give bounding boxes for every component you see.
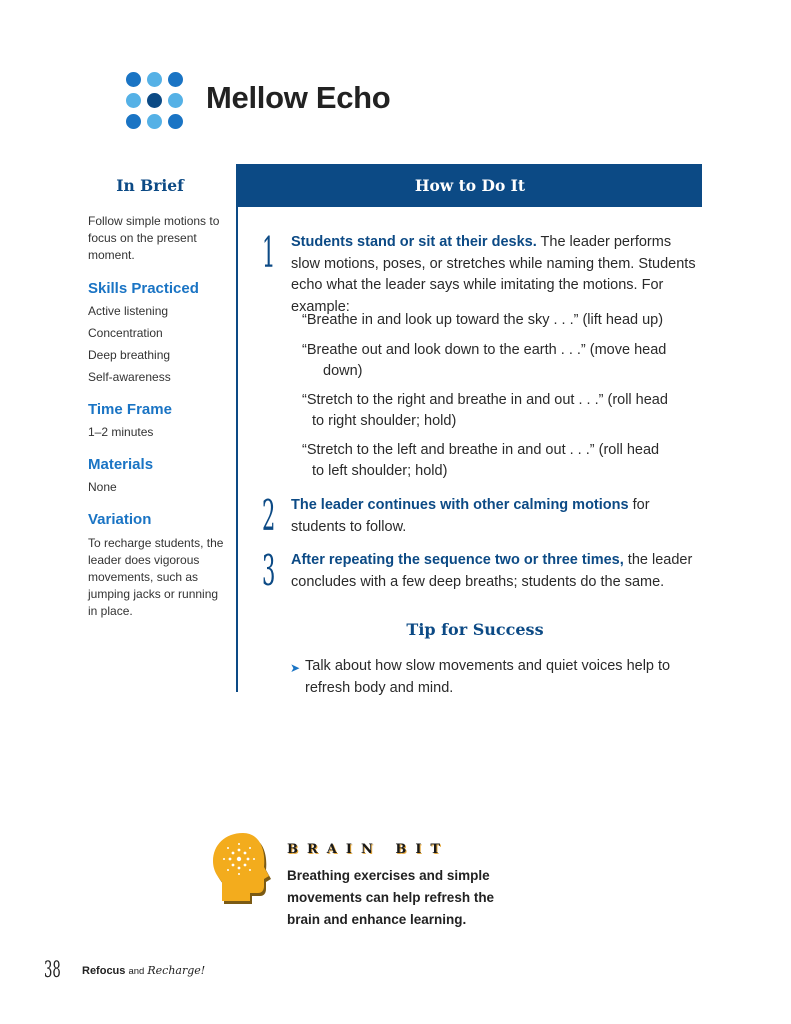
step-lead: After repeating the sequence two or three times, bbox=[291, 552, 624, 568]
time-frame-heading: Time Frame bbox=[88, 401, 172, 418]
arrow-bullet-icon: ➤ bbox=[290, 661, 301, 675]
book-title-part2: Recharge! bbox=[147, 964, 206, 977]
skill-item: Deep breathing bbox=[88, 348, 171, 362]
tip-text: Talk about how slow movements and quiet voices help to refresh body and mind. bbox=[305, 658, 671, 696]
skill-item: Self-awareness bbox=[88, 370, 171, 384]
title-dots-icon bbox=[126, 72, 184, 130]
materials-value: None bbox=[88, 480, 117, 494]
how-to-header bbox=[238, 164, 702, 207]
step-text bbox=[291, 232, 702, 318]
example-line: down) bbox=[323, 363, 363, 379]
in-brief-text: Follow simple motions to focus on the present moment. bbox=[88, 214, 220, 262]
brain-bit-text: Breathing exercises and simple movements can help refresh the brain and enhance learning. bbox=[287, 868, 495, 927]
brain-head-icon bbox=[210, 831, 272, 905]
step-body: the leader concludes with a few deep breaths; students do the same. bbox=[291, 552, 693, 590]
step-3 bbox=[262, 546, 702, 595]
example-4 bbox=[302, 440, 702, 482]
how-to-heading: How to Do It bbox=[414, 176, 526, 195]
variation-text: To recharge students, the leader does vigorous movements, such as jumping jacks or running in place. bbox=[88, 536, 224, 618]
step-text bbox=[291, 550, 702, 593]
skills-heading: Skills Practiced bbox=[88, 280, 199, 297]
skill-item: Active listening bbox=[88, 304, 169, 318]
example-line: “Breathe in and look up toward the sky . . .” (lift head up) bbox=[302, 312, 664, 328]
example-1 bbox=[302, 310, 702, 331]
skill-item: Concentration bbox=[88, 326, 163, 340]
tip-item bbox=[290, 655, 700, 699]
step-number: 1 bbox=[262, 228, 276, 277]
example-3 bbox=[302, 390, 702, 432]
example-line: to right shoulder; hold) bbox=[312, 413, 457, 429]
step-lead: The leader continues with other calming motions bbox=[291, 497, 629, 513]
example-line: “Stretch to the right and breathe in and out . . .” (roll head bbox=[302, 392, 668, 408]
step-number: 2 bbox=[262, 491, 276, 540]
time-frame-value: 1–2 minutes bbox=[88, 425, 154, 439]
variation-heading: Variation bbox=[88, 511, 152, 528]
page-title: Mellow Echo bbox=[206, 80, 391, 115]
example-line: to left shoulder; hold) bbox=[312, 463, 448, 479]
book-title-and: and bbox=[128, 966, 145, 977]
step-body: The leader performs slow motions, poses, or stretches while naming them. Students echo what the leader says while imitating the motions. For example: bbox=[291, 234, 696, 315]
step-text bbox=[291, 495, 702, 538]
example-line: “Stretch to the left and breathe in and out . . .” (roll head bbox=[302, 442, 660, 458]
step-lead: Students stand or sit at their desks. bbox=[291, 234, 537, 250]
in-brief-sidebar bbox=[88, 176, 228, 620]
materials-heading: Materials bbox=[88, 456, 154, 473]
example-line: “Breathe out and look down to the earth . . .” (move head bbox=[302, 342, 667, 358]
in-brief-heading: In Brief bbox=[116, 176, 184, 195]
column-divider bbox=[236, 164, 238, 692]
step-2 bbox=[262, 491, 702, 540]
step-1 bbox=[262, 228, 702, 318]
book-title-part1: Refocus bbox=[82, 965, 126, 977]
page-number: 38 bbox=[44, 958, 61, 983]
tip-heading: Tip for Success bbox=[406, 620, 544, 639]
step-number: 3 bbox=[262, 546, 276, 595]
example-2 bbox=[302, 340, 702, 382]
brain-bit-heading: BRAIN BIT bbox=[287, 842, 450, 857]
book-title bbox=[82, 964, 205, 977]
step-body: for students to follow. bbox=[291, 497, 650, 535]
